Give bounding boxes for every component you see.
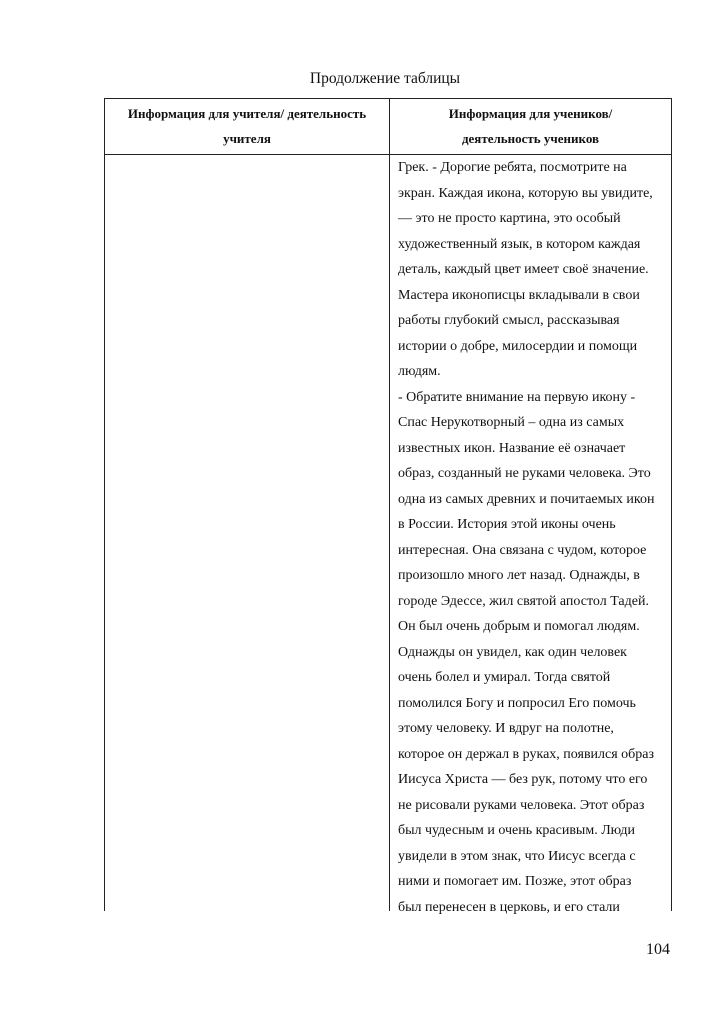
text-line: работы глубокий смысл, рассказывая [398,313,620,328]
text-line: был чудесным и очень красивым. Люди [398,823,636,838]
text-line: Спас Нерукотворный – одна из самых [398,415,625,430]
header-left-line: учителя [223,131,271,146]
text-line: очень болел и умирал. Тогда святой [398,670,611,685]
column-divider [389,99,390,911]
text-line: ними и помогает им. Позже, этот образ [398,874,632,889]
text-line: - Обратите внимание на первую икону - [398,389,636,405]
text-line: этому человеку. И вдруг на полотне, [398,721,614,736]
text-line: произошло много лет назад. Однажды, в [398,568,640,583]
page-number: 104 [646,941,670,958]
text-line: Грек. - Дорогие ребята, посмотрите на [398,160,627,175]
table-header-row [105,99,671,155]
header-student-info [390,99,671,154]
text-line: деталь, каждый цвет имеет своё значение. [398,262,649,277]
table-caption: Продолжение таблицы [309,70,461,87]
header-left-line: Информация для учителя/ деятельность [127,106,367,121]
text-line: образ, созданный не руками человека. Это [398,466,651,481]
lesson-table [104,98,672,915]
text-line: увидели в этом знак, что Иисус всегда с [398,848,636,864]
text-line: в России. История этой иконы очень [398,517,616,532]
text-line: людям. [398,364,441,379]
text-line: истории о добре, милосердии и помощи [398,338,638,354]
text-line: — это не просто картина, это особый [398,211,621,226]
student-info-cell [398,155,668,920]
text-line: Мастера иконописцы вкладывали в свои [398,287,640,303]
text-line: Он был очень добрым и помогал людям. [398,619,640,634]
header-right-line: Информация для учеников/ [448,106,613,121]
text-line: Иисуса Христа — без рук, потому что его [398,772,648,787]
text-line: художественный язык, в котором каждая [398,236,641,252]
text-line: одна из самых древних и почитаемых икон [398,491,655,507]
text-line: был перенесен в церковь, и его стали [398,899,620,915]
text-line: известных икон. Название её означает [398,440,626,456]
text-line: которое он держал в руках, появился образ [398,746,655,762]
text-line: интересная. Она связана с чудом, которое [398,542,647,558]
header-right-line: деятельность учеников [461,131,600,146]
text-line: не рисовали руками человека. Этот образ [398,797,645,813]
text-line: экран. Каждая икона, которую вы увидите, [398,185,653,201]
text-line: городе Эдессе, жил святой апостол Тадей. [398,593,649,609]
header-teacher-info [105,99,389,154]
text-line: Однажды он увидел, как один человек [398,644,627,660]
text-line: помолился Богу и попросил Его помочь [398,695,636,711]
